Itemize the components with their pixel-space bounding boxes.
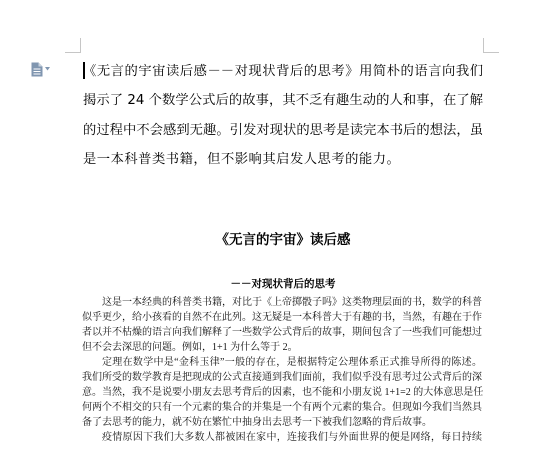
crop-mark-top-left-vertical bbox=[80, 38, 81, 53]
article-paragraph[interactable] bbox=[82, 355, 482, 430]
intro-paragraph[interactable] bbox=[83, 57, 483, 174]
article-paragraph[interactable] bbox=[82, 430, 482, 445]
paragraph-line[interactable]: 我们所受的数学教育是把现成的公式直接通到我们面前，我们似乎没有思考过公式背后的深 bbox=[82, 371, 482, 383]
crop-mark-top-right-horizontal bbox=[483, 52, 499, 53]
paragraph-line[interactable]: 者以并不枯燥的语言向我们解释了一些数学公式背后的故事，期间包含了一些我们可能想过 bbox=[82, 326, 482, 338]
paragraph-line[interactable]: 似乎更少，给小孩看的自然不在此列。这无疑是一本科普大于有趣的书，当然，有趣在于作 bbox=[82, 311, 482, 323]
article-subtitle[interactable]: －－对现状背后的思考 bbox=[230, 279, 336, 290]
article-body[interactable] bbox=[82, 295, 482, 446]
paragraph-line[interactable]: 意。当然，我不是说要小朋友去思考背后的因素，也不能和小朋友说 1+1=2 的大体意思是任 bbox=[82, 387, 484, 399]
paragraph-line[interactable]: 这是一本经典的科普类书籍，对比于《上帝掷骰子吗》这类物理层面的书，数学的科普 bbox=[102, 296, 482, 308]
paragraph-line[interactable]: 疫情原因下我们大多数人都被困在家中，连接我们与外面世界的便是网络，每日持续 bbox=[102, 432, 482, 444]
intro-line[interactable]: 的过程中不会感到无趣。引发对现状的思考是读完本书后的想法，虽 bbox=[83, 122, 483, 138]
paragraph-line[interactable]: 备了去思考的能力，就不妨在繁忙中抽身出去思考一下被我们忽略的背后故事。 bbox=[82, 417, 432, 429]
intro-line[interactable]: 是一本科普类书籍，但不影响其启发人思考的能力。 bbox=[83, 151, 401, 167]
document-icon bbox=[30, 62, 43, 77]
article-title[interactable]: 《无言的宇宙》读后感 bbox=[215, 232, 351, 247]
intro-line[interactable]: 揭示了 24 个数学公式后的故事，其不乏有趣生动的人和事，在了解 bbox=[83, 93, 483, 109]
crop-mark-top-right-vertical bbox=[483, 38, 484, 53]
article-paragraph[interactable] bbox=[82, 295, 482, 355]
crop-mark-top-left-horizontal bbox=[65, 52, 81, 53]
paragraph-line[interactable]: 但不会去深思的问题。例如，1+1 为什么等于 2。 bbox=[82, 341, 298, 353]
intro-line[interactable]: 《无言的宇宙读后感－－对现状背后的思考》用简朴的语言向我们 bbox=[83, 64, 483, 79]
document-handle-button[interactable] bbox=[30, 61, 50, 77]
paragraph-line[interactable]: 何两个不相交的只有一个元素的集合的并集是一个有两个元素的集合。但现如今我们当然具 bbox=[82, 402, 482, 414]
caret-down-icon[interactable] bbox=[45, 67, 50, 71]
paragraph-line[interactable]: 定理在数学中是“金科玉律”一般的存在，是根据特定公理体系正式推导所得的陈述。 bbox=[102, 356, 482, 368]
